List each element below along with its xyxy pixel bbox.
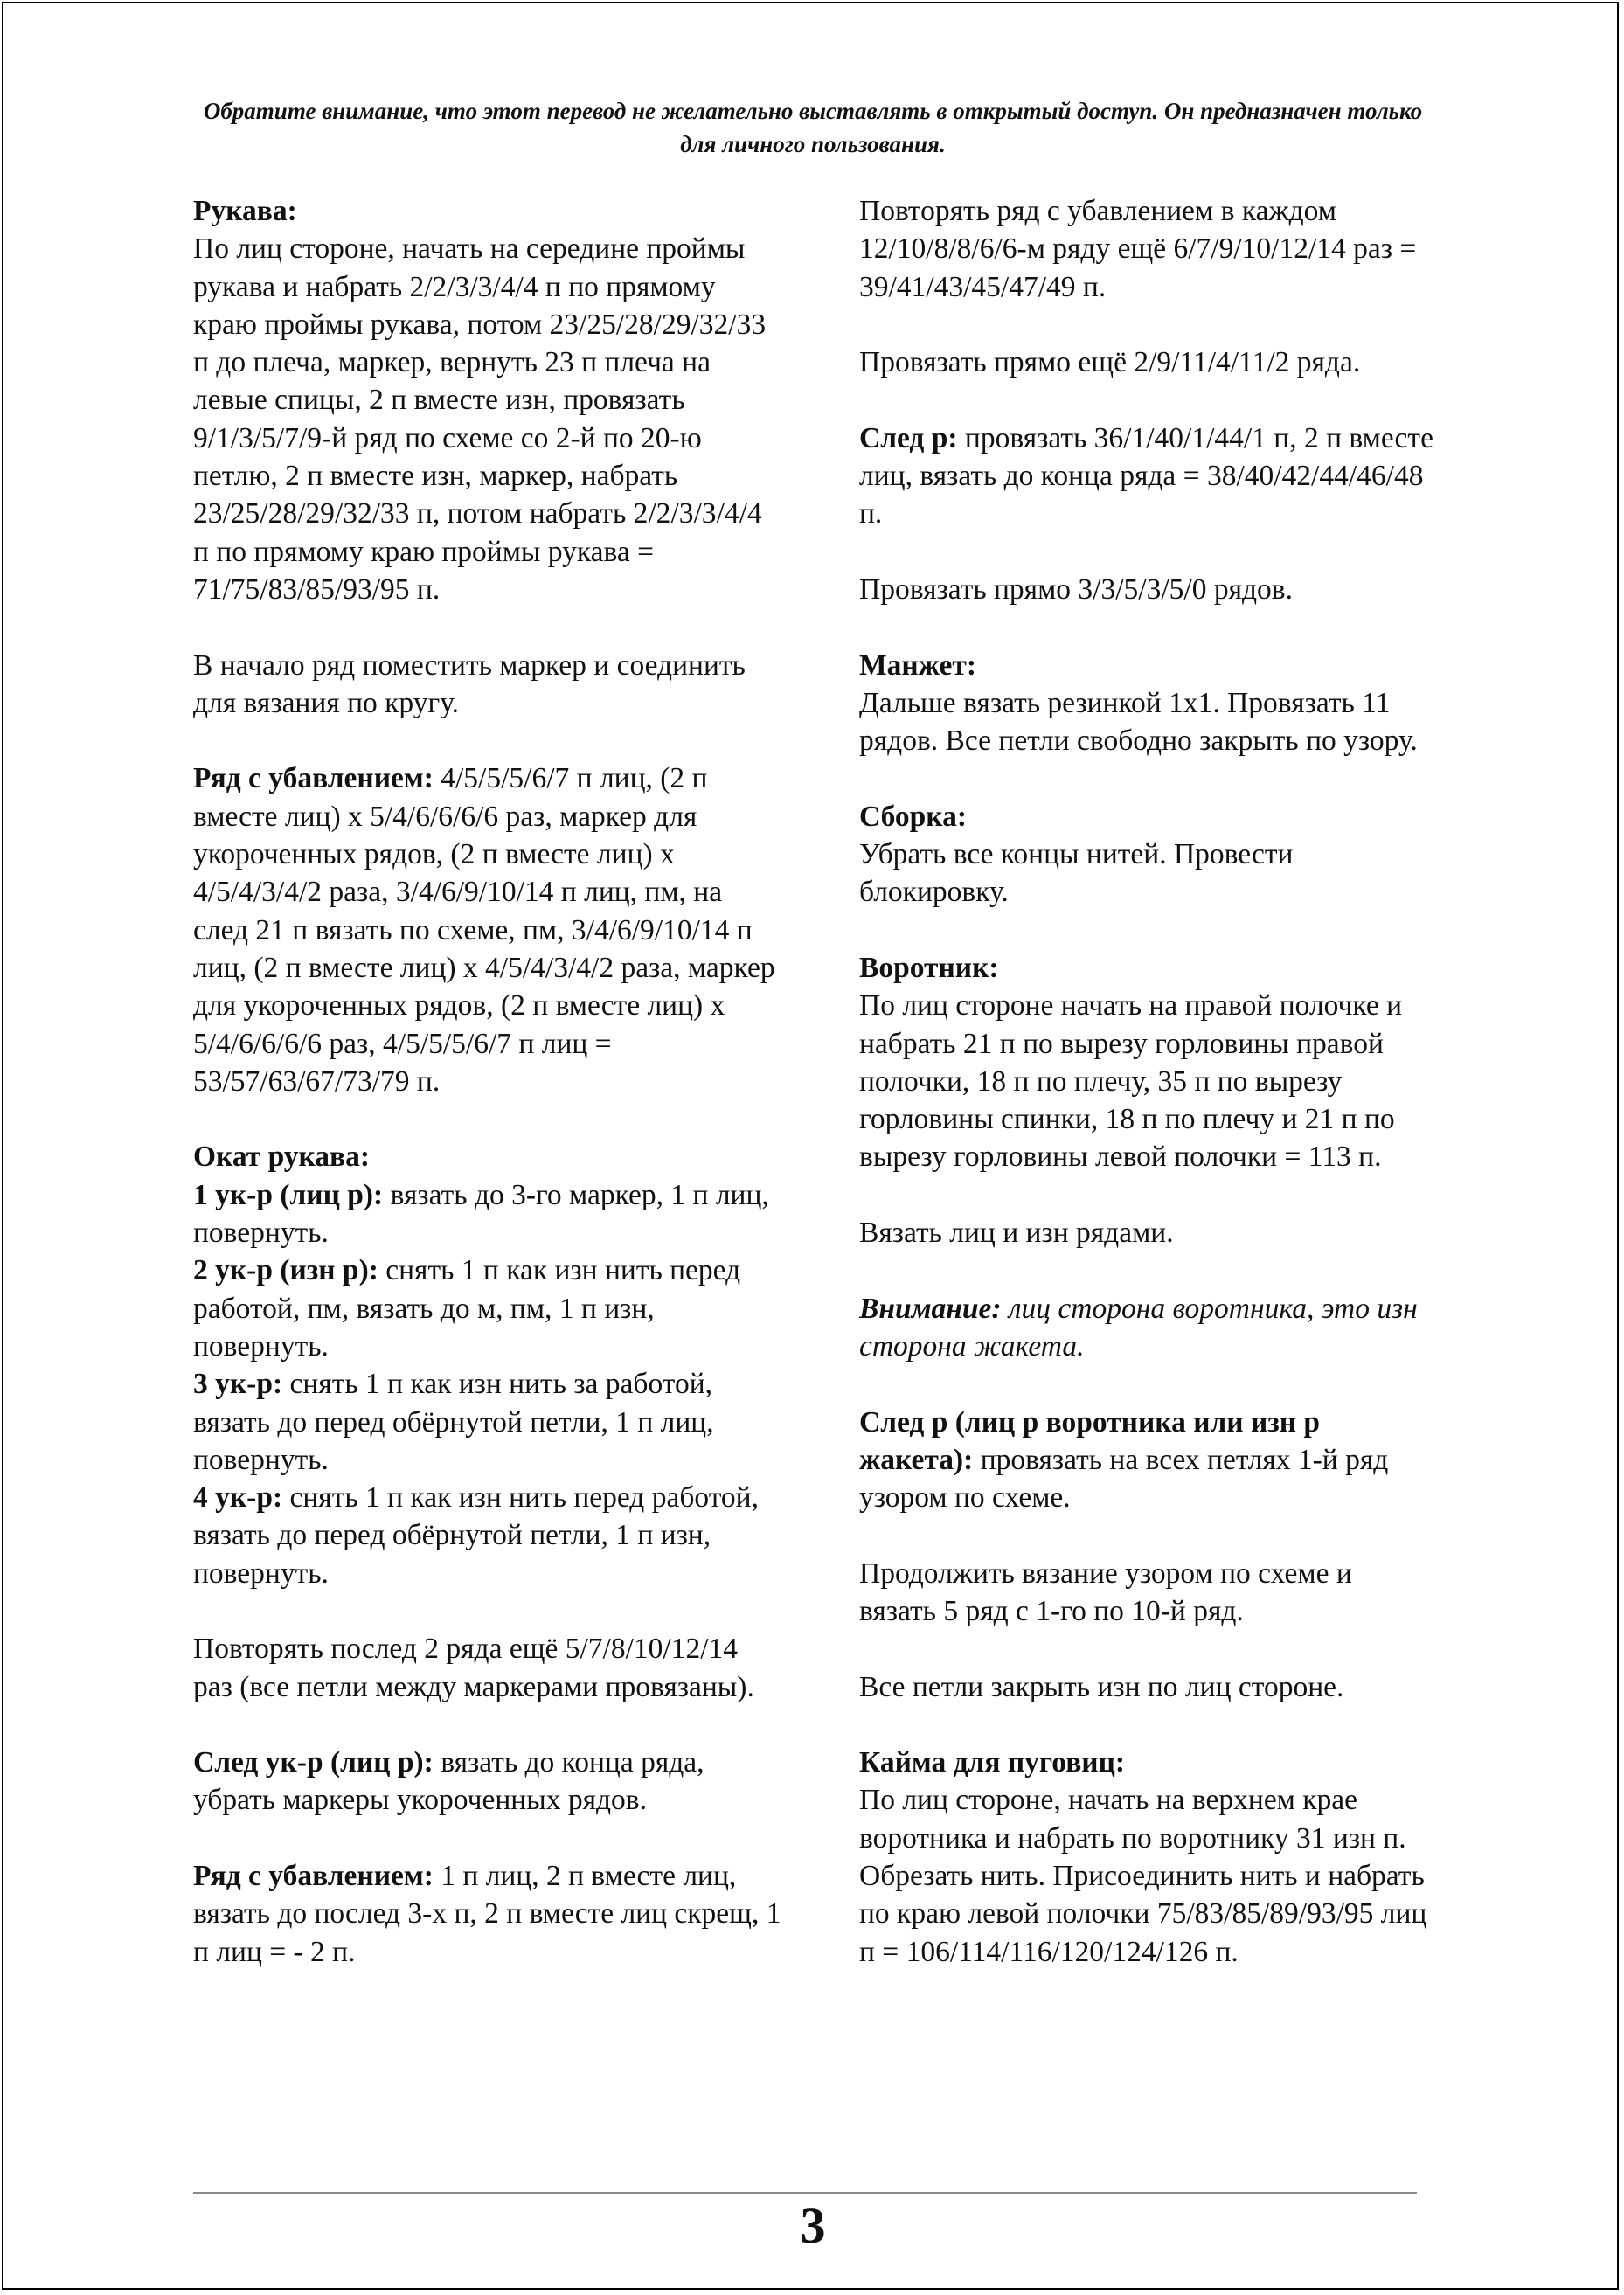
short-row-2-label: 2 ук-р (изн р):: [193, 1254, 378, 1287]
next-row-text: провязать 36/1/40/1/44/1 п, 2 п вместе лиц, вязать до конца ряда = 38/40/42/44/46/48 п.: [859, 421, 1433, 530]
button-band-paragraph: По лиц стороне, начать на верхнем крае воротника и набрать по воротнику 31 изн п. Обрезать нить. Присоединить нить и набрать по краю левой полочки 75/83/85/89/93/95 лиц п = 106/114/116/120/124/126 п.: [859, 1784, 1427, 1968]
attention-text: лиц сторона воротника, это изн сторона жакета.: [859, 1292, 1418, 1362]
collar-paragraph: По лиц стороне начать на правой полочке и набрать 21 п по вырезу горловины правой полочки, 18 п по плечу, 35 п по вырезу горловины спинки, 18 п по плечу и 21 п по вырезу горловины левой полочки = 113 п.: [859, 989, 1403, 1174]
section-button-band: [859, 1744, 1436, 1971]
short-row-1-text: вязать до 3-го маркер, 1 п лиц, повернуть.: [193, 1178, 769, 1250]
next-short-row-text: вязать до конца ряда, убрать маркеры укороченных рядов.: [193, 1746, 704, 1817]
short-row-3-text: снять 1 п как изн нить за работой, вязать до перед обёрнутой петли, 1 п лиц, повернуть.: [193, 1368, 714, 1476]
section-collar: [859, 949, 1436, 1176]
decrease-row-2-label: Ряд с убавлением:: [193, 1860, 434, 1893]
short-row-1: [193, 1176, 783, 1252]
attention-label: Внимание:: [859, 1292, 1002, 1325]
straight-2-paragraph: Провязать прямо 3/3/5/3/5/0 рядов.: [859, 572, 1293, 606]
sleeves-heading: Рукава:: [193, 195, 297, 227]
next-row-paragraph: [859, 419, 1436, 533]
next-row-label: След р:: [859, 421, 958, 454]
decrease-row-label: Ряд с убавлением:: [193, 762, 434, 795]
assembly-heading: Сборка:: [859, 800, 967, 833]
section-cuff: [859, 647, 1436, 760]
cuff-paragraph: Дальше вязать резинкой 1х1. Провязать 11 рядов. Все петли свободно закрыть по узору.: [859, 686, 1418, 758]
attention-paragraph: [859, 1290, 1436, 1366]
next-short-row-paragraph: [193, 1744, 783, 1820]
short-row-2-text: снять 1 п как изн нить перед работой, пм, вязать до м, пм, 1 п изн, повернуть.: [193, 1254, 741, 1362]
next-collar-row-paragraph: [859, 1404, 1436, 1517]
short-row-1-label: 1 ук-р (лиц р):: [193, 1178, 384, 1211]
straight-1-paragraph: Провязать прямо ещё 2/9/11/4/11/2 ряда.: [859, 346, 1361, 379]
page-number: 3: [800, 2197, 826, 2254]
short-row-2: [193, 1252, 783, 1365]
left-column: [193, 192, 783, 2008]
short-row-4: [193, 1479, 783, 1592]
assembly-paragraph: Убрать все концы нитей. Провести блокировку.: [859, 838, 1294, 909]
section-sleeves: [193, 192, 783, 608]
next-collar-row-text: провязать на всех петлях 1-й ряд узором по схеме.: [859, 1443, 1389, 1515]
sleeve-cap-heading-line: [193, 1138, 783, 1175]
decrease-row-2-text: 1 п лиц, 2 п вместе лиц, вязать до послед 3-х п, 2 п вместе лиц скрещ, 1 п лиц = - 2 п.: [193, 1860, 781, 1968]
right-column: [859, 192, 1436, 2008]
repeat-decrease-paragraph: Повторять ряд с убавлением в каждом 12/10/8/8/6/6-м ряду ещё 6/7/9/10/12/14 раз = 39/41/43/45/47/49 п.: [859, 195, 1417, 303]
sleeve-cap-heading: Окат рукава:: [193, 1141, 371, 1174]
bind-off-paragraph: Все петли закрыть изн по лиц стороне.: [859, 1670, 1344, 1703]
footer-rule: [193, 2192, 1417, 2194]
decrease-row-2-paragraph: [193, 1857, 783, 1971]
short-row-4-label: 4 ук-р:: [193, 1481, 283, 1515]
continue-paragraph: Продолжить вязание узором по схеме и вязать 5 ряд с 1-го по 10-й ряд.: [859, 1557, 1352, 1627]
short-row-4-text: снять 1 п как изн нить перед работой, вязать до перед обёрнутой петли, 1 п изн, повернуть.: [193, 1481, 759, 1590]
marker-paragraph: В начало ряд поместить маркер и соединить для вязания по кругу.: [193, 648, 746, 719]
decrease-row-text: 4/5/5/5/6/7 п лиц, (2 п вместе лиц) х 5/4/6/6/6/6 раз, маркер для укороченных рядов, (2 п вместе лиц) х 4/5/4/3/4/2 раза, 3/4/6/9/10/14 п лиц, пм, на след 21 п вязать по схеме, пм, 3/4/6/9/10/14 п лиц, (2 п вместе лиц) х 4/5/4/3/4/2 раза, маркер для укороченных рядов, (2 п вместе лиц) х 5/4/6/6/6/6 раз, 4/5/5/5/6/7 п лиц = 53/57/63/67/73/79 п.: [193, 762, 775, 1098]
next-short-row-label: След ук-р (лиц р):: [193, 1746, 434, 1779]
cuff-heading: Манжет:: [859, 648, 976, 682]
translation-notice: Обратите внимание, что этот перевод не желательно выставлять в открытый доступ. Он предназначен только для личного пользования.: [203, 98, 1423, 157]
decrease-row-paragraph: [193, 759, 783, 1100]
collar-heading: Воротник:: [859, 951, 999, 984]
knit-rows-paragraph: Вязать лиц и изн рядами.: [859, 1217, 1174, 1250]
repeat-paragraph: Повторять послед 2 ряда ещё 5/7/8/10/12/14 раз (все петли между маркерами провязаны).: [193, 1633, 754, 1703]
next-collar-row-label: След р (лиц р воротника или изн р жакета):: [859, 1405, 1321, 1476]
sleeves-paragraph: По лиц стороне, начать на середине проймы рукава и набрать 2/2/3/3/4/4 п по прямому краю проймы рукава, потом 23/25/28/29/32/33 п до плеча, маркер, вернуть 23 п плеча на левые спицы, 2 п вместе изн, провязать 9/1/3/5/7/9-й ряд по схеме со 2-й по 20-ю петлю, 2 п вместе изн, маркер, набрать 23/25/28/29/32/33 п, потом набрать 2/2/3/3/4/4 п по прямому краю проймы рукава = 71/75/83/85/93/95 п.: [193, 232, 767, 606]
short-row-3-label: 3 ук-р:: [193, 1368, 283, 1401]
short-row-3: [193, 1365, 783, 1479]
button-band-heading: Кайма для пуговиц:: [859, 1746, 1126, 1779]
section-assembly: [859, 798, 1436, 912]
